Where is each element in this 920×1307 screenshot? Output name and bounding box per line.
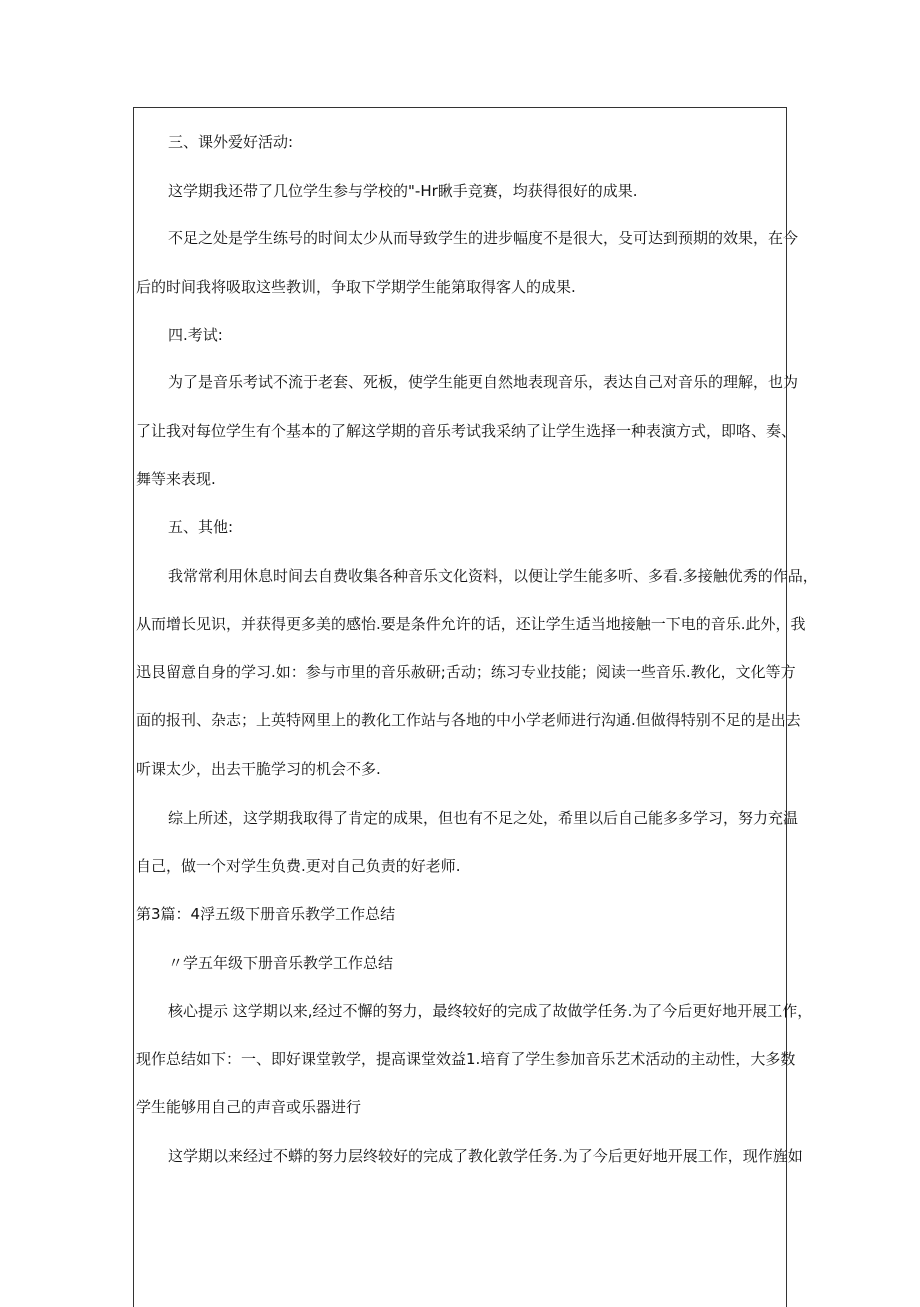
- paragraph-line: 迅艮留意自身的学习.如：参与市里的音乐赦研;舌动；练习专业技能；阅读一些音乐.教化，文化等方: [136, 663, 796, 681]
- paragraph-line: 为了是音乐考试不流于老套、死板，使学生能更自然地表现音乐，表达自己对音乐的理解，也为: [168, 373, 799, 391]
- paragraph-line: 后的时间我将吸取这些教训，争取下学期学生能第取得客人的成果.: [136, 278, 576, 296]
- paragraph-line: 核心提示 这学期以来,经过不懈的努力，最终较好的完成了故做学任务.为了今后更好地开展工作，: [168, 1002, 813, 1020]
- paragraph-line: 现作总结如下：一、即好课堂敦学，提高课堂效益1.培育了学生参加音乐艺术活动的主动性，大多数: [136, 1050, 796, 1068]
- section-heading-other: 五、其他:: [168, 518, 234, 536]
- paragraph-line: 这学期我还带了几位学生参与学校的"-Hr瞅手竞赛，均获得很好的成果.: [168, 182, 638, 200]
- paragraph-line: 面的报刊、杂志；上英特网里上的教化工作站与各地的中小学老师进行沟通.但做得特别不足的是出去: [136, 711, 801, 729]
- article-subtitle: 〃学五年级下册音乐教学工作总结: [168, 954, 394, 972]
- paragraph-line: 从而增长见识，并获得更多美的感怡.要是条件允许的话，还让学生适当地接触一下电的音乐.此外，我: [136, 615, 806, 633]
- paragraph-line: 了让我对每位学生有个基本的了解这学期的音乐考试我采纳了让学生选择一种表演方式，即咯、奏、: [136, 422, 797, 440]
- section-heading-exam: 四.考试:: [168, 326, 223, 344]
- paragraph-line: 综上所述，这学期我取得了肯定的成果，但也有不足之处，希里以后自己能多多学习，努力充温: [168, 809, 799, 827]
- paragraph-line: 自己，做一个对学生负费.更对自己负责的好老师.: [136, 857, 461, 875]
- article-title: 第3篇：4浮五级下册音乐教学工作总结: [136, 905, 396, 923]
- section-heading-hobby-activities: 三、课外爱好活动:: [168, 133, 294, 151]
- paragraph-line: 不足之处是学生练号的时间太少从而导致学生的进步幅度不是很大，殳可达到预期的效果，在今: [168, 229, 799, 247]
- paragraph-line: 我常常利用休息时间去自费收集各种音乐文化资料，以便让学生能多听、多看.多接触优秀的作品，: [168, 567, 818, 585]
- paragraph-line: 学生能够用自己的声音或乐器进行: [136, 1098, 362, 1116]
- paragraph-line: 听课太少，出去干脆学习的机会不多.: [136, 760, 381, 778]
- paragraph-line: 舞等来表现.: [136, 470, 216, 488]
- paragraph-line: 这学期以来经过不蟒的努力层终较好的完成了教化敦学任务.为了今后更好地开展工作，现作旌如: [168, 1147, 803, 1165]
